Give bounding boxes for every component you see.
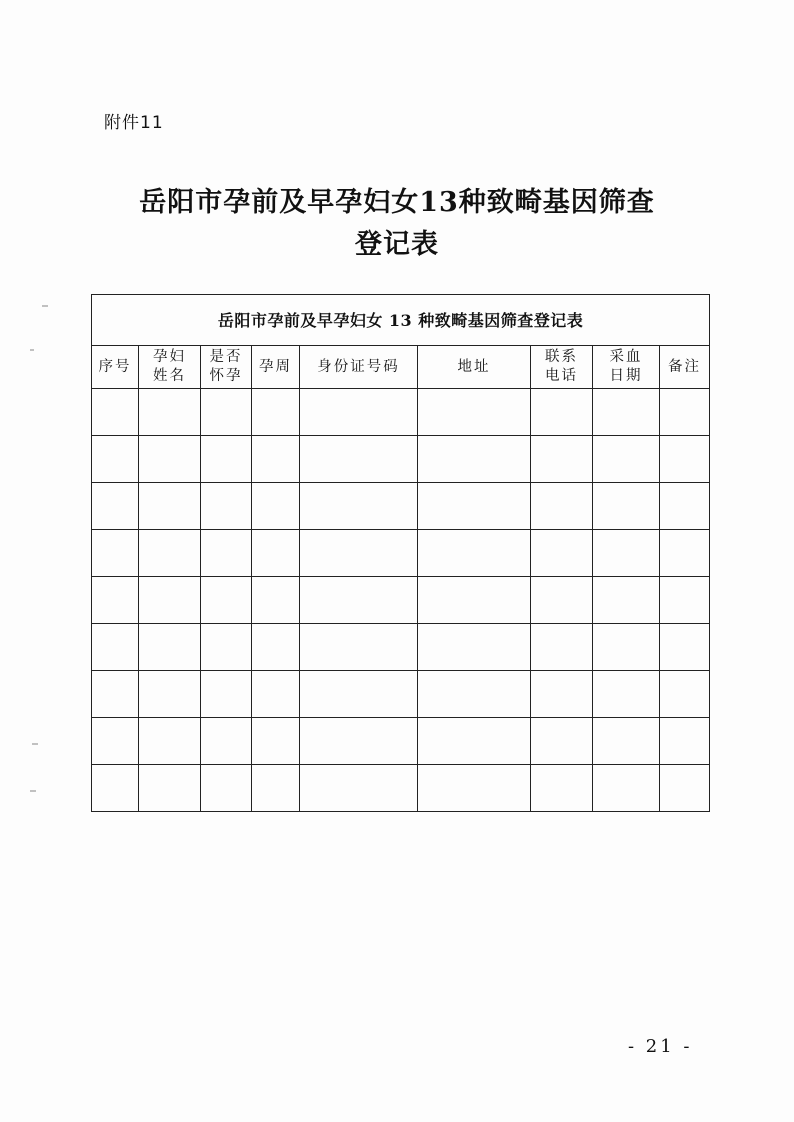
table-cell <box>593 577 660 624</box>
table-cell <box>201 718 252 765</box>
table-cell <box>418 624 531 671</box>
table-cell <box>92 765 139 812</box>
scan-speck <box>30 790 36 792</box>
table-cell <box>139 436 201 483</box>
table-cell <box>92 577 139 624</box>
scan-speck <box>42 305 48 307</box>
table-cell <box>418 389 531 436</box>
table-cell <box>201 436 252 483</box>
table-cell <box>418 530 531 577</box>
header-cell: 联系 电话 <box>531 346 593 389</box>
table-cell <box>593 389 660 436</box>
table-cell <box>139 671 201 718</box>
table-cell <box>201 671 252 718</box>
table-cell <box>531 671 593 718</box>
table-cell <box>139 577 201 624</box>
table-cell <box>139 718 201 765</box>
table-cell <box>660 483 710 530</box>
table-cell <box>593 624 660 671</box>
table-cell <box>531 483 593 530</box>
header-cell: 地址 <box>418 346 531 389</box>
header-cell: 是否 怀孕 <box>201 346 252 389</box>
table-row <box>92 671 710 718</box>
table-cell <box>531 765 593 812</box>
table-row <box>92 483 710 530</box>
table-cell <box>531 577 593 624</box>
table-cell <box>593 718 660 765</box>
table-cell <box>300 389 418 436</box>
header-cell: 身份证号码 <box>300 346 418 389</box>
table-cell <box>593 530 660 577</box>
header-cell: 备注 <box>660 346 710 389</box>
table-cell <box>660 718 710 765</box>
table-cell <box>593 436 660 483</box>
table-cell <box>300 530 418 577</box>
table-cell <box>139 624 201 671</box>
table-cell <box>418 718 531 765</box>
document-title-line-2: 登记表 <box>355 229 439 260</box>
table-cell <box>92 436 139 483</box>
table-cell <box>92 671 139 718</box>
table-cell <box>252 577 300 624</box>
table-cell <box>593 765 660 812</box>
header-cell: 采血 日期 <box>593 346 660 389</box>
table-cell <box>300 671 418 718</box>
table-cell <box>300 483 418 530</box>
table-cell <box>252 718 300 765</box>
table-cell <box>660 436 710 483</box>
table-cell <box>300 577 418 624</box>
registration-table <box>91 294 710 812</box>
table-row <box>92 765 710 812</box>
table-row <box>92 577 710 624</box>
table-cell <box>660 389 710 436</box>
header-cell: 孕周 <box>252 346 300 389</box>
table-row <box>92 436 710 483</box>
table-caption: 岳阳市孕前及早孕妇女 13 种致畸基因筛查登记表 <box>92 295 710 346</box>
table-cell <box>593 483 660 530</box>
table-cell <box>201 577 252 624</box>
table-cell <box>418 765 531 812</box>
attachment-label: 附件11 <box>104 113 164 133</box>
table-cell <box>660 624 710 671</box>
table-cell <box>660 530 710 577</box>
table-cell <box>201 483 252 530</box>
table-cell <box>531 436 593 483</box>
table-cell <box>418 577 531 624</box>
table-cell <box>252 671 300 718</box>
table-cell <box>201 389 252 436</box>
table-cell <box>92 718 139 765</box>
table-cell <box>660 671 710 718</box>
table-cell <box>418 671 531 718</box>
table-cell <box>92 530 139 577</box>
table-cell <box>418 483 531 530</box>
table-row <box>92 530 710 577</box>
table-cell <box>531 389 593 436</box>
table-cell <box>252 436 300 483</box>
header-cell: 孕妇 姓名 <box>139 346 201 389</box>
table-cell <box>201 624 252 671</box>
table-cell <box>92 624 139 671</box>
table-row <box>92 624 710 671</box>
table-cell <box>201 530 252 577</box>
table-cell <box>531 718 593 765</box>
table-row <box>92 389 710 436</box>
table-cell <box>252 389 300 436</box>
table-cell <box>139 765 201 812</box>
table-row <box>92 718 710 765</box>
table-cell <box>252 765 300 812</box>
scan-speck <box>30 349 34 351</box>
table-cell <box>92 389 139 436</box>
table-cell <box>300 718 418 765</box>
table-cell <box>593 671 660 718</box>
table-cell <box>252 624 300 671</box>
table-cell <box>252 483 300 530</box>
table-cell <box>300 624 418 671</box>
table-cell <box>300 436 418 483</box>
table-cell <box>92 483 139 530</box>
table-cell <box>139 389 201 436</box>
table-cell <box>531 624 593 671</box>
document-title-line-1: 岳阳市孕前及早孕妇女13种致畸基因筛查 <box>139 187 655 218</box>
page-number: - 21 - <box>628 1036 693 1057</box>
table-cell <box>531 530 593 577</box>
table-cell <box>252 530 300 577</box>
table-cell <box>300 765 418 812</box>
table-cell <box>139 530 201 577</box>
table-cell <box>201 765 252 812</box>
header-cell: 序号 <box>92 346 139 389</box>
scan-speck <box>32 743 38 745</box>
table-header-row <box>92 346 710 389</box>
table-cell <box>660 765 710 812</box>
table-cell <box>139 483 201 530</box>
table-cell <box>418 436 531 483</box>
table-cell <box>660 577 710 624</box>
